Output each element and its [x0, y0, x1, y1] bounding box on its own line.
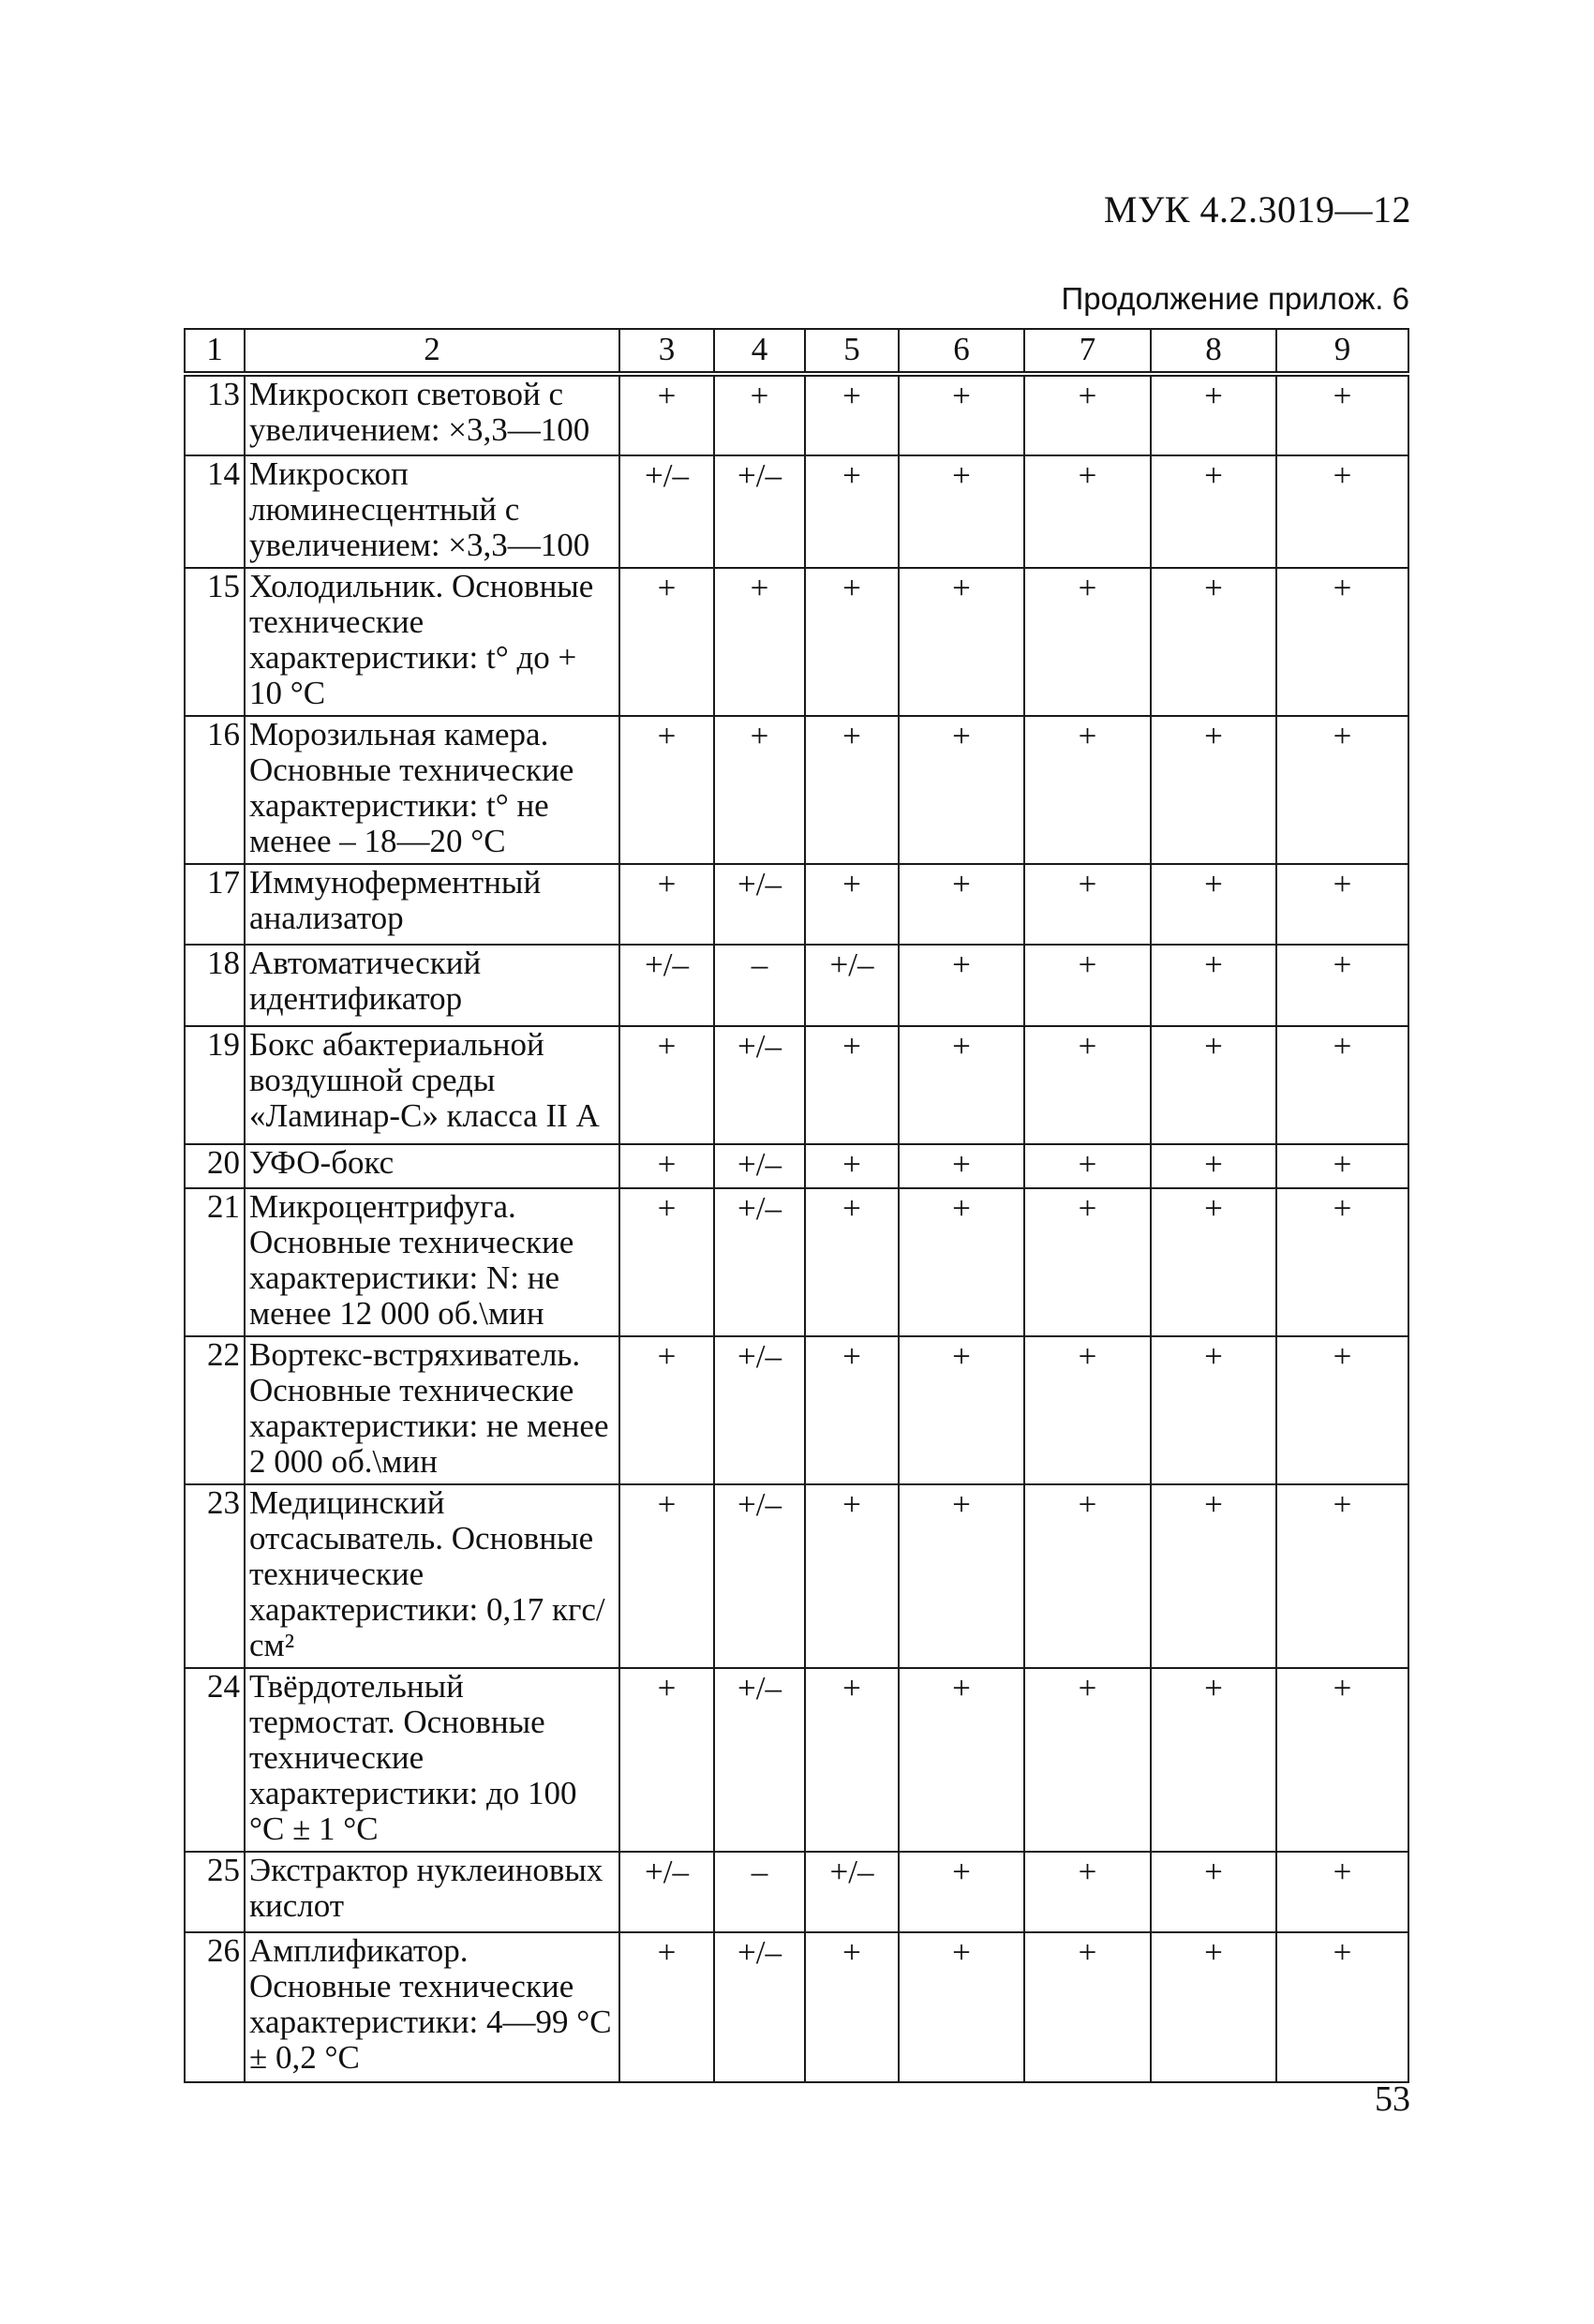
- column-header: 6: [899, 329, 1024, 374]
- row-number: 21: [185, 1188, 245, 1336]
- availability-mark: +: [1151, 945, 1276, 1026]
- availability-mark: +: [1276, 1668, 1408, 1852]
- row-number: 15: [185, 568, 245, 716]
- availability-mark: +: [899, 1852, 1024, 1932]
- availability-mark: +: [805, 716, 899, 864]
- availability-mark: +/–: [805, 1852, 899, 1932]
- availability-mark: +: [899, 716, 1024, 864]
- availability-mark: +: [1151, 455, 1276, 568]
- table-row: [185, 945, 1408, 1026]
- table-row: [185, 1484, 1408, 1668]
- table-row: [185, 1144, 1408, 1188]
- equipment-name: УФО-бокс: [245, 1144, 619, 1188]
- availability-mark: +: [714, 716, 805, 864]
- row-number: 22: [185, 1336, 245, 1484]
- availability-mark: +: [619, 1188, 714, 1336]
- equipment-name: Иммуноферментный анализатор: [245, 864, 619, 945]
- availability-mark: +: [1276, 945, 1408, 1026]
- availability-mark: +: [899, 1484, 1024, 1668]
- availability-mark: +: [619, 864, 714, 945]
- table-row: [185, 1668, 1408, 1852]
- table-row: [185, 1852, 1408, 1932]
- table-row: [185, 455, 1408, 568]
- availability-mark: +: [899, 1336, 1024, 1484]
- availability-mark: +: [805, 374, 899, 455]
- availability-mark: +: [619, 1026, 714, 1144]
- availability-mark: +/–: [805, 945, 899, 1026]
- row-number: 14: [185, 455, 245, 568]
- availability-mark: +: [619, 716, 714, 864]
- availability-mark: +: [1276, 716, 1408, 864]
- availability-mark: +: [1151, 1484, 1276, 1668]
- availability-mark: +: [1024, 455, 1151, 568]
- availability-mark: +: [1276, 374, 1408, 455]
- availability-mark: +/–: [714, 1668, 805, 1852]
- availability-mark: +: [1024, 1336, 1151, 1484]
- availability-mark: +: [714, 374, 805, 455]
- equipment-name: Микроскоп люминесцентный с увеличением: ×3,3—100: [245, 455, 619, 568]
- availability-mark: +/–: [714, 1932, 805, 2082]
- availability-mark: +: [1151, 1026, 1276, 1144]
- availability-mark: +: [899, 1026, 1024, 1144]
- row-number: 19: [185, 1026, 245, 1144]
- equipment-name: Холодильник. Основные технические характеристики: t° до + 10 °С: [245, 568, 619, 716]
- availability-mark: +/–: [619, 1852, 714, 1932]
- availability-mark: +/–: [714, 1484, 805, 1668]
- availability-mark: +: [1024, 1144, 1151, 1188]
- availability-mark: +: [1151, 864, 1276, 945]
- equipment-name: Вортекс-встряхиватель. Основные технические характеристики: не менее 2 000 об.\мин: [245, 1336, 619, 1484]
- availability-mark: +: [1151, 716, 1276, 864]
- equipment-name: Автоматический идентификатор: [245, 945, 619, 1026]
- availability-mark: +/–: [714, 1188, 805, 1336]
- availability-mark: +: [1276, 455, 1408, 568]
- availability-mark: +: [805, 1188, 899, 1336]
- column-header: 3: [619, 329, 714, 374]
- availability-mark: +: [1276, 1144, 1408, 1188]
- availability-mark: +: [899, 455, 1024, 568]
- availability-mark: +: [619, 1144, 714, 1188]
- equipment-name: Бокс абактериальной воздушной среды «Ламинар-С» класса II А: [245, 1026, 619, 1144]
- availability-mark: +: [899, 374, 1024, 455]
- availability-mark: +: [805, 1336, 899, 1484]
- availability-mark: +: [1151, 1932, 1276, 2082]
- availability-mark: +: [1024, 945, 1151, 1026]
- availability-mark: +: [1151, 1668, 1276, 1852]
- document-code: МУК 4.2.3019—12: [1103, 188, 1411, 231]
- availability-mark: +: [899, 864, 1024, 945]
- column-header: 4: [714, 329, 805, 374]
- availability-mark: +: [805, 1932, 899, 2082]
- availability-mark: +: [1024, 1932, 1151, 2082]
- row-number: 13: [185, 374, 245, 455]
- table-row: [185, 1336, 1408, 1484]
- availability-mark: +: [899, 1188, 1024, 1336]
- table-row: [185, 1932, 1408, 2082]
- availability-mark: +: [1276, 568, 1408, 716]
- availability-mark: +: [899, 1668, 1024, 1852]
- availability-mark: +: [805, 1144, 899, 1188]
- page-number: 53: [1375, 2079, 1410, 2119]
- availability-mark: +: [1151, 1336, 1276, 1484]
- availability-mark: +/–: [714, 1026, 805, 1144]
- row-number: 24: [185, 1668, 245, 1852]
- column-header: 2: [245, 329, 619, 374]
- table-row: [185, 1026, 1408, 1144]
- availability-mark: +: [1024, 1026, 1151, 1144]
- availability-mark: +: [619, 374, 714, 455]
- row-number: 17: [185, 864, 245, 945]
- availability-mark: +: [619, 1932, 714, 2082]
- equipment-name: Микроскоп световой с увеличением: ×3,3—100: [245, 374, 619, 455]
- availability-mark: +: [805, 1484, 899, 1668]
- column-header: 8: [1151, 329, 1276, 374]
- availability-mark: +: [805, 1668, 899, 1852]
- column-header: 5: [805, 329, 899, 374]
- availability-mark: +: [1151, 568, 1276, 716]
- availability-mark: +/–: [619, 945, 714, 1026]
- table-header-row: [185, 329, 1408, 374]
- availability-mark: +: [1151, 1188, 1276, 1336]
- availability-mark: +: [805, 568, 899, 716]
- availability-mark: +: [805, 864, 899, 945]
- availability-mark: +: [1024, 1852, 1151, 1932]
- availability-mark: +: [1276, 1188, 1408, 1336]
- availability-mark: –: [714, 945, 805, 1026]
- availability-mark: +: [1024, 716, 1151, 864]
- availability-mark: +: [1024, 864, 1151, 945]
- row-number: 20: [185, 1144, 245, 1188]
- column-header: 1: [185, 329, 245, 374]
- availability-mark: +/–: [714, 455, 805, 568]
- availability-mark: +/–: [714, 1336, 805, 1484]
- availability-mark: +: [1276, 1484, 1408, 1668]
- equipment-name: Медицинский отсасыватель. Основные технические характеристики: 0,17 кгс/см²: [245, 1484, 619, 1668]
- availability-mark: +/–: [714, 864, 805, 945]
- availability-mark: +: [1024, 1188, 1151, 1336]
- table-row: [185, 716, 1408, 864]
- table-row: [185, 1188, 1408, 1336]
- availability-mark: +: [619, 568, 714, 716]
- row-number: 23: [185, 1484, 245, 1668]
- availability-mark: +: [619, 1336, 714, 1484]
- availability-mark: +: [1276, 1026, 1408, 1144]
- equipment-name: Микроцентрифуга. Основные технические характеристики: N: не менее 12 000 об.\мин: [245, 1188, 619, 1336]
- row-number: 18: [185, 945, 245, 1026]
- availability-mark: +: [1151, 1852, 1276, 1932]
- availability-mark: +: [1276, 1336, 1408, 1484]
- availability-mark: +: [899, 1932, 1024, 2082]
- table-row: [185, 864, 1408, 945]
- column-header: 9: [1276, 329, 1408, 374]
- availability-mark: +: [899, 568, 1024, 716]
- availability-mark: +: [714, 568, 805, 716]
- availability-mark: +: [1276, 864, 1408, 945]
- availability-mark: +: [1024, 1484, 1151, 1668]
- row-number: 16: [185, 716, 245, 864]
- availability-mark: +: [899, 945, 1024, 1026]
- availability-mark: +: [1276, 1932, 1408, 2082]
- equipment-name: Морозильная камера. Основные технические характеристики: t° не менее – 18—20 °С: [245, 716, 619, 864]
- availability-mark: +/–: [714, 1144, 805, 1188]
- availability-mark: +: [805, 455, 899, 568]
- availability-mark: +/–: [619, 455, 714, 568]
- availability-mark: +: [805, 1026, 899, 1144]
- availability-mark: +: [1151, 1144, 1276, 1188]
- continuation-note: Продолжение прилож. 6: [1061, 281, 1409, 316]
- availability-mark: +: [619, 1484, 714, 1668]
- row-number: 25: [185, 1852, 245, 1932]
- table-row: [185, 374, 1408, 455]
- availability-mark: +: [1276, 1852, 1408, 1932]
- availability-mark: +: [1024, 1668, 1151, 1852]
- column-header: 7: [1024, 329, 1151, 374]
- availability-mark: +: [1024, 374, 1151, 455]
- equipment-name: Твёрдотельный термостат. Основные технические характеристики: до 100 °С ± 1 °С: [245, 1668, 619, 1852]
- equipment-name: Амплификатор. Основные технические характеристики: 4—99 °С ± 0,2 °С: [245, 1932, 619, 2082]
- table-row: [185, 568, 1408, 716]
- availability-mark: +: [619, 1668, 714, 1852]
- equipment-table: [184, 328, 1409, 2083]
- availability-mark: –: [714, 1852, 805, 1932]
- availability-mark: +: [1024, 568, 1151, 716]
- row-number: 26: [185, 1932, 245, 2082]
- equipment-name: Экстрактор нуклеиновых кислот: [245, 1852, 619, 1932]
- availability-mark: +: [899, 1144, 1024, 1188]
- availability-mark: +: [1151, 374, 1276, 455]
